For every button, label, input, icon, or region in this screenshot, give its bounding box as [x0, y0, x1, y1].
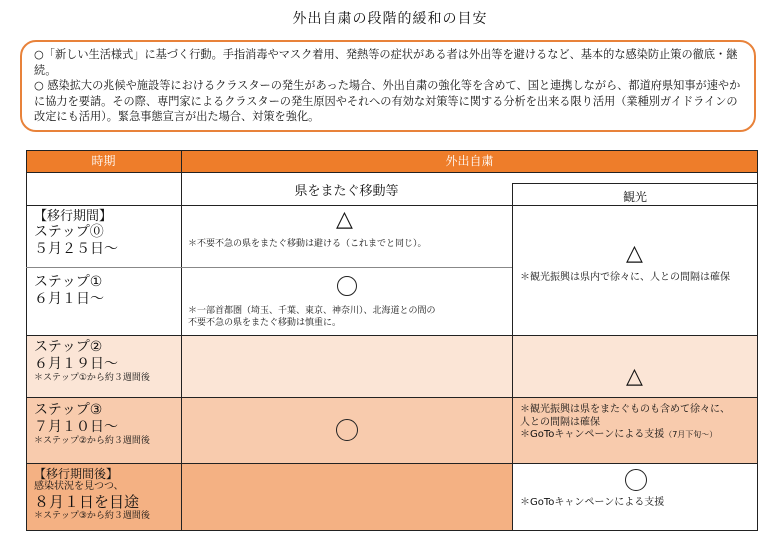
circle-symbol — [337, 276, 357, 296]
notice-line-2: ○ 感染拡大の兆候や施設等におけるクラスターの発生があった場合、外出自粛の強化等を含めて、国と連携しながら、都道府県知事が速やかに協力を要請。その際、専門家によるクラスターの発生原因やそれへの有効な対策等に関する分析を出来る限り活用（業種別ガイドラインの改定にも活用）。緊急事態宣言が出た場合、対策を強化。 — [34, 79, 741, 124]
triangle-symbol: △ — [626, 364, 643, 389]
period-step: ステップ② — [34, 339, 103, 355]
period-note: ＊ステップ①から約３週間後 — [34, 373, 150, 383]
triangle-symbol: △ — [336, 207, 353, 232]
period-after — [34, 467, 150, 522]
tourism-note-small: （7月下旬～） — [664, 430, 718, 439]
period-date: ７月１０日～ — [34, 419, 118, 435]
travel-note-line: 不要不急の県をまたぐ移動は慎重に。 — [188, 318, 342, 328]
period-note: ＊ステップ③から約３週間後 — [34, 511, 150, 521]
grid-line — [512, 183, 758, 184]
period-label: 【移行期間後】 — [34, 467, 119, 481]
grid-line — [26, 463, 758, 464]
tourism-note-line: 人との間隔は確保 — [520, 416, 600, 428]
tourism-bg-step0-1 — [512, 205, 758, 335]
circle-symbol — [625, 469, 647, 491]
travel-note-line: ＊一部首都圏（埼玉、千葉、東京、神奈川）、北海道との間の — [188, 306, 436, 316]
period-date: ８月１日を目途 — [34, 493, 140, 511]
grid-line — [26, 150, 27, 531]
grid-line — [26, 335, 758, 336]
notice-box — [20, 40, 756, 132]
period-date: ６月１９日～ — [34, 356, 118, 372]
header-period: 時期 — [26, 150, 181, 172]
period-step3 — [34, 402, 150, 447]
period-date: ５月２５日～ — [34, 241, 118, 257]
grid-line — [26, 172, 758, 173]
grid-line — [26, 397, 758, 398]
page-title: 外出自粛の段階的緩和の目安 — [292, 11, 488, 27]
triangle-symbol: △ — [626, 241, 643, 266]
period-condition: 感染状況を見つつ、 — [34, 481, 124, 492]
grid-line — [26, 530, 758, 531]
travel-note-step0: ＊不要不急の県をまたぐ移動は避ける（これまでと同じ）。 — [188, 239, 427, 249]
travel-note-step1 — [188, 305, 436, 329]
subheader-travel: 県をまたぐ移動等 — [294, 184, 399, 199]
grid-line — [757, 150, 758, 531]
tourism-note-after: ＊GoToキャンペーンによる支援 — [520, 497, 665, 508]
grid-line — [26, 150, 758, 151]
period-step1 — [34, 274, 104, 308]
period-label: 【移行期間】 — [34, 209, 113, 224]
tourism-note-main: ＊GoToキャンペーンによる支援 — [520, 429, 665, 440]
period-step2 — [34, 339, 150, 384]
tourism-note-line: ＊観光振興は県をまたぐものも含めて徐々に、 — [520, 404, 730, 415]
grid-line — [181, 150, 182, 531]
period-note: ＊ステップ②から約３週間後 — [34, 436, 150, 446]
grid-line — [26, 267, 512, 268]
period-step: ステップ③ — [34, 402, 103, 418]
period-step0 — [34, 209, 118, 258]
circle-symbol — [336, 419, 358, 441]
notice-line-1: ○「新しい生活様式」に基づく行動。手指消毒やマスク着用、発熱等の症状がある者は外出等を避けるなど、基本的な感染防止策の徹底・継続。 — [34, 48, 738, 77]
period-step: ステップ⓪ — [34, 224, 104, 240]
tourism-note-line — [520, 429, 730, 442]
grid-line — [512, 183, 513, 531]
grid-line — [26, 205, 758, 206]
subheader-tourism: 観光 — [622, 190, 647, 204]
period-step: ステップ① — [34, 274, 103, 290]
period-date: ６月１日～ — [34, 291, 104, 307]
tourism-note-step3 — [520, 404, 730, 442]
tourism-note-step0-1: ＊観光振興は県内で徐々に、人との間隔は確保 — [520, 272, 730, 283]
header-main: 外出自粛 — [181, 150, 758, 172]
